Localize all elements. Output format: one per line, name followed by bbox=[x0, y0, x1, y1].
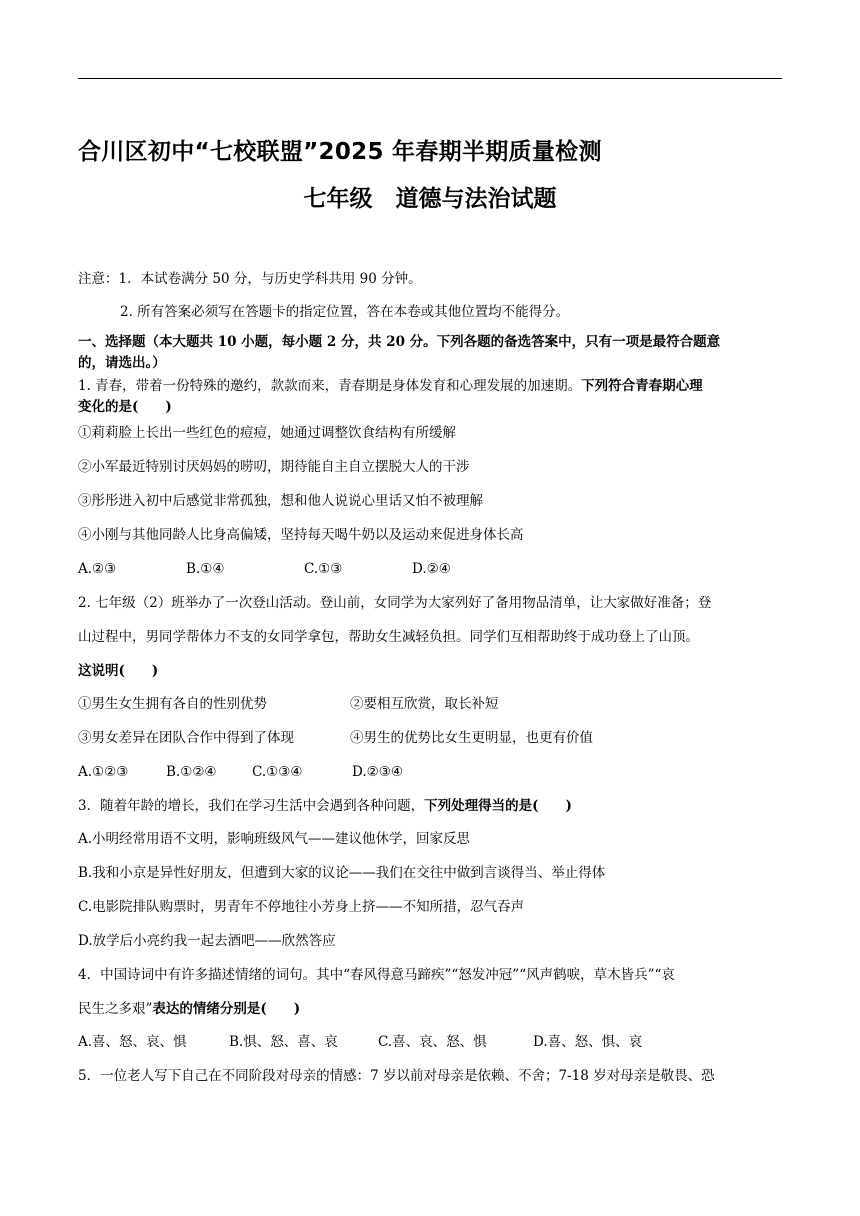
section-heading-line2: 的，请选出。） bbox=[78, 355, 166, 371]
q2-option-a: A.①②③ bbox=[78, 764, 129, 780]
q1-stem-text: 1. 青春，带着一份特殊的邀约，款款而来，青春期是身体发育和心理发展的加速期。 bbox=[78, 378, 582, 394]
q3-stem bbox=[78, 797, 572, 815]
q2-stem-line1: 2. 七年级（2）班举办了一次登山活动。登山前，女同学为大家列好了备用物品清单，让大家做好准备；登 bbox=[78, 595, 712, 611]
q1-stem-line2: 变化的是( ) bbox=[78, 399, 172, 415]
q1-stem-line1 bbox=[78, 377, 703, 395]
q2-item-2: ②要相互欣赏，取长补短 bbox=[350, 696, 499, 712]
q4-option-a: A.喜、怒、哀、惧 bbox=[78, 1034, 187, 1050]
q4-option-d: D.喜、怒、惧、哀 bbox=[533, 1034, 643, 1050]
q2-items-row1 bbox=[78, 695, 499, 713]
q4-stem-line2 bbox=[78, 1000, 300, 1018]
q2-options bbox=[78, 763, 403, 781]
q5-stem-line1: 5．一位老人写下自己在不同阶段对母亲的情感：7 岁以前对母亲是依赖、不舍；7-18 岁对母亲是敬畏、恐 bbox=[78, 1068, 715, 1084]
q1-stem-emphasis: 下列符合青春期心理 bbox=[581, 378, 703, 394]
top-divider bbox=[78, 78, 782, 79]
q3-stem-text: 3．随着年龄的增长，我们在学习生活中会遇到各种问题， bbox=[78, 798, 425, 814]
q1-option-c: C.①③ bbox=[304, 561, 343, 577]
note-2: 2. 所有答案必须写在答题卡的指定位置，答在本卷或其他位置均不能得分。 bbox=[120, 304, 570, 320]
q2-option-c: C.①③④ bbox=[252, 764, 303, 780]
q2-item-4: ④男生的优势比女生更明显，也更有价值 bbox=[350, 730, 593, 746]
note-1: 注意：1．本试卷满分 50 分，与历史学科共用 90 分钟。 bbox=[78, 271, 422, 287]
q4-stem-text: 民生之多艰” bbox=[78, 1001, 153, 1017]
q1-option-a: A.②③ bbox=[78, 561, 117, 577]
q1-option-b: B.①④ bbox=[186, 561, 225, 577]
q1-option-d: D.②④ bbox=[412, 561, 451, 577]
q3-stem-emphasis: 下列处理得当的是( ) bbox=[424, 798, 572, 814]
q4-stem-line1: 4．中国诗词中有许多描述情绪的词句。其中“春风得意马蹄疾”“怒发冲冠”“风声鹤唳，草木皆兵”“哀 bbox=[78, 967, 675, 983]
q1-options bbox=[78, 560, 451, 578]
exam-title: 合川区初中“七校联盟”2025 年春期半期质量检测 bbox=[78, 139, 602, 165]
q4-options bbox=[78, 1033, 642, 1051]
q2-item-1: ①男生女生拥有各自的性别优势 bbox=[78, 696, 267, 712]
q4-option-b: B.惧、怒、喜、哀 bbox=[229, 1034, 338, 1050]
q4-option-c: C.喜、哀、怒、惧 bbox=[378, 1034, 487, 1050]
q2-stem-line3: 这说明( ) bbox=[78, 663, 159, 679]
q3-option-c: C.电影院排队购票时，男青年不停地往小芳身上挤——不知所措，忍气吞声 bbox=[78, 899, 525, 915]
q3-option-d: D.放学后小亮约我一起去酒吧——欣然答应 bbox=[78, 933, 336, 949]
q1-item-2: ②小军最近特别讨厌妈妈的唠叨，期待能自主自立摆脱大人的干涉 bbox=[78, 459, 470, 475]
q4-stem-emphasis: 表达的情绪分别是( ) bbox=[152, 1001, 301, 1017]
q2-option-d: D.②③④ bbox=[352, 764, 403, 780]
q2-option-b: B.①②④ bbox=[166, 764, 217, 780]
section-heading-line1: 一、选择题（本大题共 10 小题，每小题 2 分，共 20 分。下列各题的备选答案中，只有一项是最符合题意 bbox=[78, 334, 721, 350]
q2-stem-line2: 山过程中，男同学帮体力不支的女同学拿包，帮助女生减轻负担。同学们互相帮助终于成功登上了山顶。 bbox=[78, 629, 699, 645]
q3-option-b: B.我和小京是异性好朋友，但遭到大家的议论——我们在交往中做到言谈得当、举止得体 bbox=[78, 865, 606, 881]
exam-subtitle: 七年级 道德与法治试题 bbox=[303, 186, 557, 212]
q2-item-3: ③男女差异在团队合作中得到了体现 bbox=[78, 730, 294, 746]
q2-items-row2 bbox=[78, 729, 593, 747]
q1-item-1: ①莉莉脸上长出一些红色的痘痘，她通过调整饮食结构有所缓解 bbox=[78, 425, 456, 441]
q3-option-a: A.小明经常用语不文明，影响班级风气——建议他休学，回家反思 bbox=[78, 831, 471, 847]
q1-item-3: ③彤彤进入初中后感觉非常孤独，想和他人说说心里话又怕不被理解 bbox=[78, 493, 483, 509]
q1-item-4: ④小刚与其他同龄人比身高偏矮，坚持每天喝牛奶以及运动来促进身体长高 bbox=[78, 527, 524, 543]
